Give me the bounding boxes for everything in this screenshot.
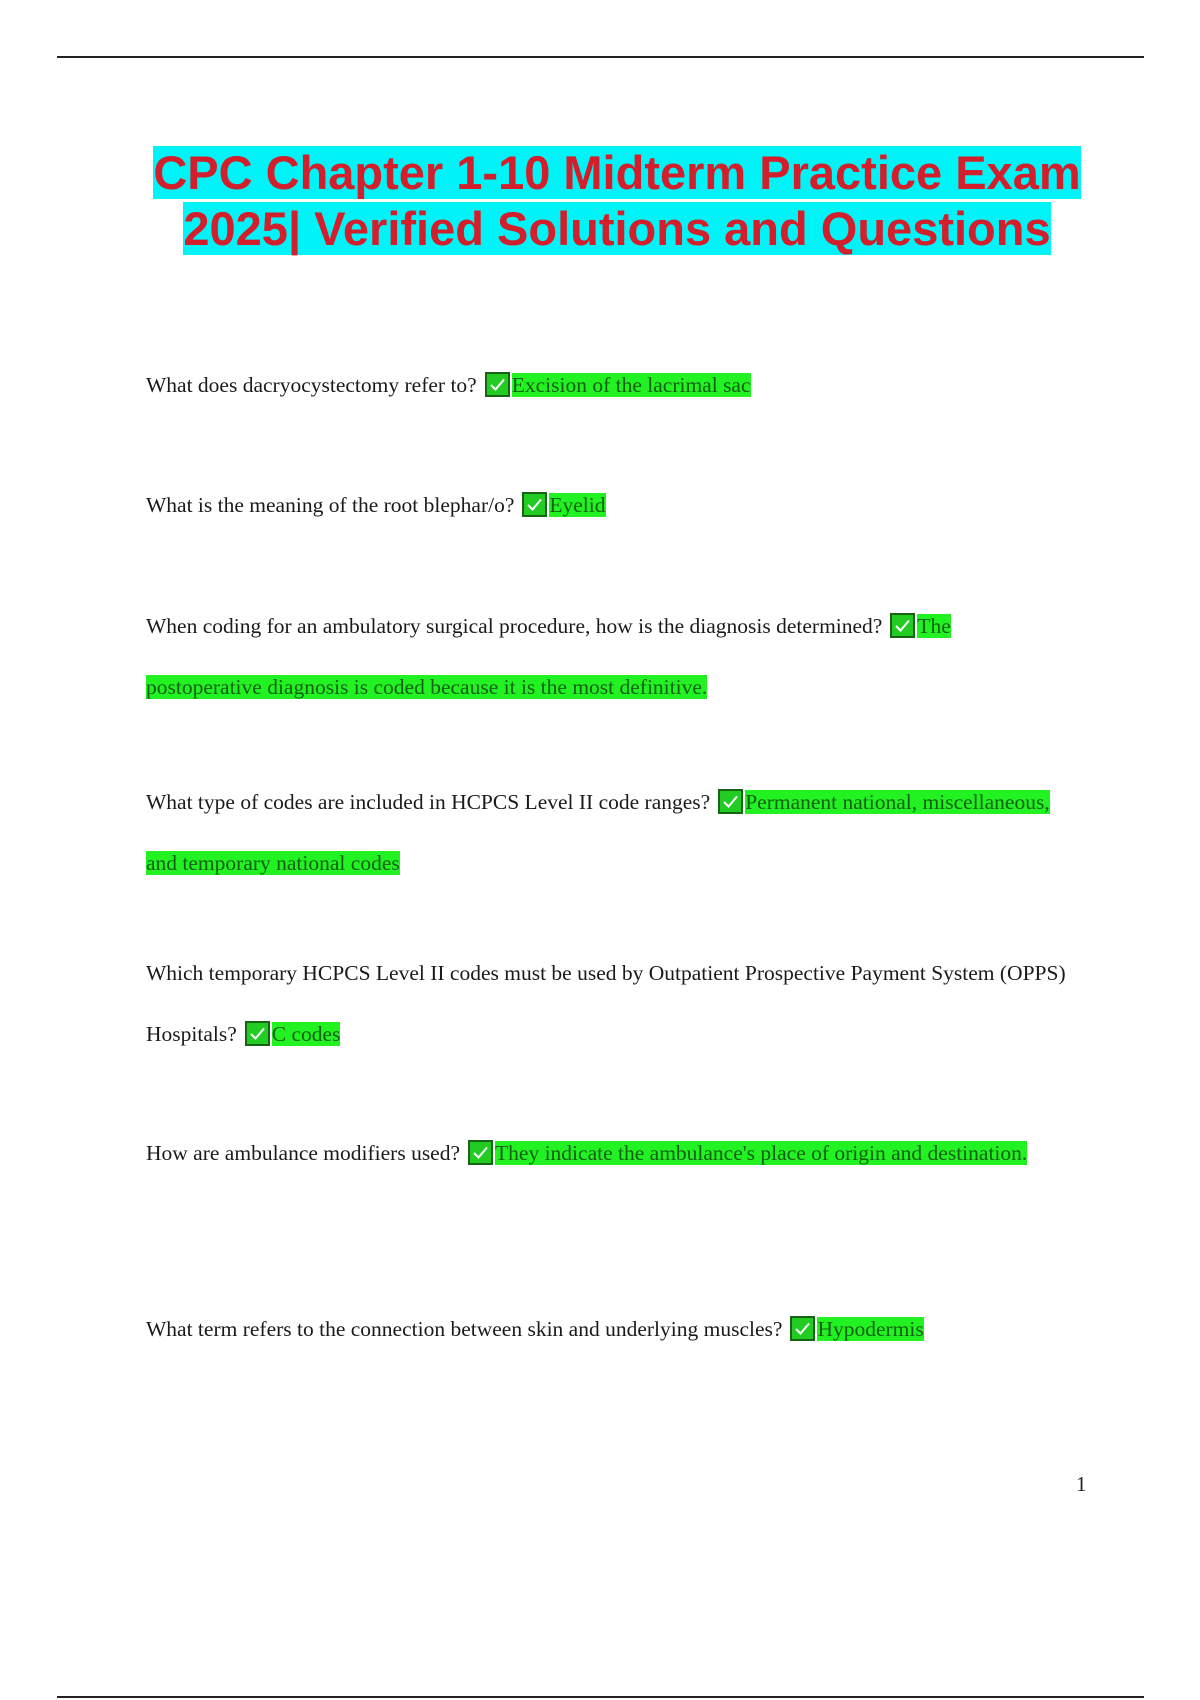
answer-text: Hypodermis [817, 1317, 924, 1341]
qa-item-1 [146, 355, 1066, 416]
check-icon [890, 613, 915, 638]
check-icon [468, 1140, 493, 1165]
page-number: 1 [1076, 1472, 1087, 1496]
qa-item-4 [146, 772, 1066, 894]
check-icon [522, 492, 547, 517]
question-text: When coding for an ambulatory surgical procedure, how is the diagnosis determined? [146, 614, 883, 638]
qa-item-3 [146, 596, 1066, 718]
qa-item-6 [146, 1123, 1066, 1184]
question-text: What type of codes are included in HCPCS Level II code ranges? [146, 790, 711, 814]
check-icon [790, 1316, 815, 1341]
bottom-rule [57, 1696, 1144, 1698]
question-text: How are ambulance modifiers used? [146, 1141, 461, 1165]
title-block [150, 145, 1084, 257]
answer-text: Excision of the lacrimal sac [511, 373, 751, 397]
qa-item-7 [146, 1299, 1066, 1360]
check-icon [245, 1021, 270, 1046]
answer-text: Eyelid [549, 493, 606, 517]
check-icon [485, 372, 510, 397]
answer-text: Permanent national, miscellaneous, and temporary national codes [146, 790, 1050, 875]
page-title: CPC Chapter 1-10 Midterm Practice Exam 2025| Verified Solutions and Questions [153, 146, 1081, 255]
answer-text: The postoperative diagnosis is coded because it is the most definitive. [146, 614, 951, 699]
answer-text: C codes [271, 1022, 341, 1046]
question-text: Which temporary HCPCS Level II codes must be used by Outpatient Prospective Payment System (OPPS) Hospitals? [146, 961, 1066, 1046]
top-rule [57, 56, 1144, 58]
check-icon [718, 789, 743, 814]
question-text: What term refers to the connection between skin and underlying muscles? [146, 1317, 783, 1341]
question-text: What is the meaning of the root blephar/o? [146, 493, 515, 517]
question-text: What does dacryocystectomy refer to? [146, 373, 477, 397]
qa-item-2 [146, 475, 1066, 536]
qa-item-5 [146, 943, 1066, 1065]
answer-text: They indicate the ambulance's place of origin and destination. [495, 1141, 1028, 1165]
